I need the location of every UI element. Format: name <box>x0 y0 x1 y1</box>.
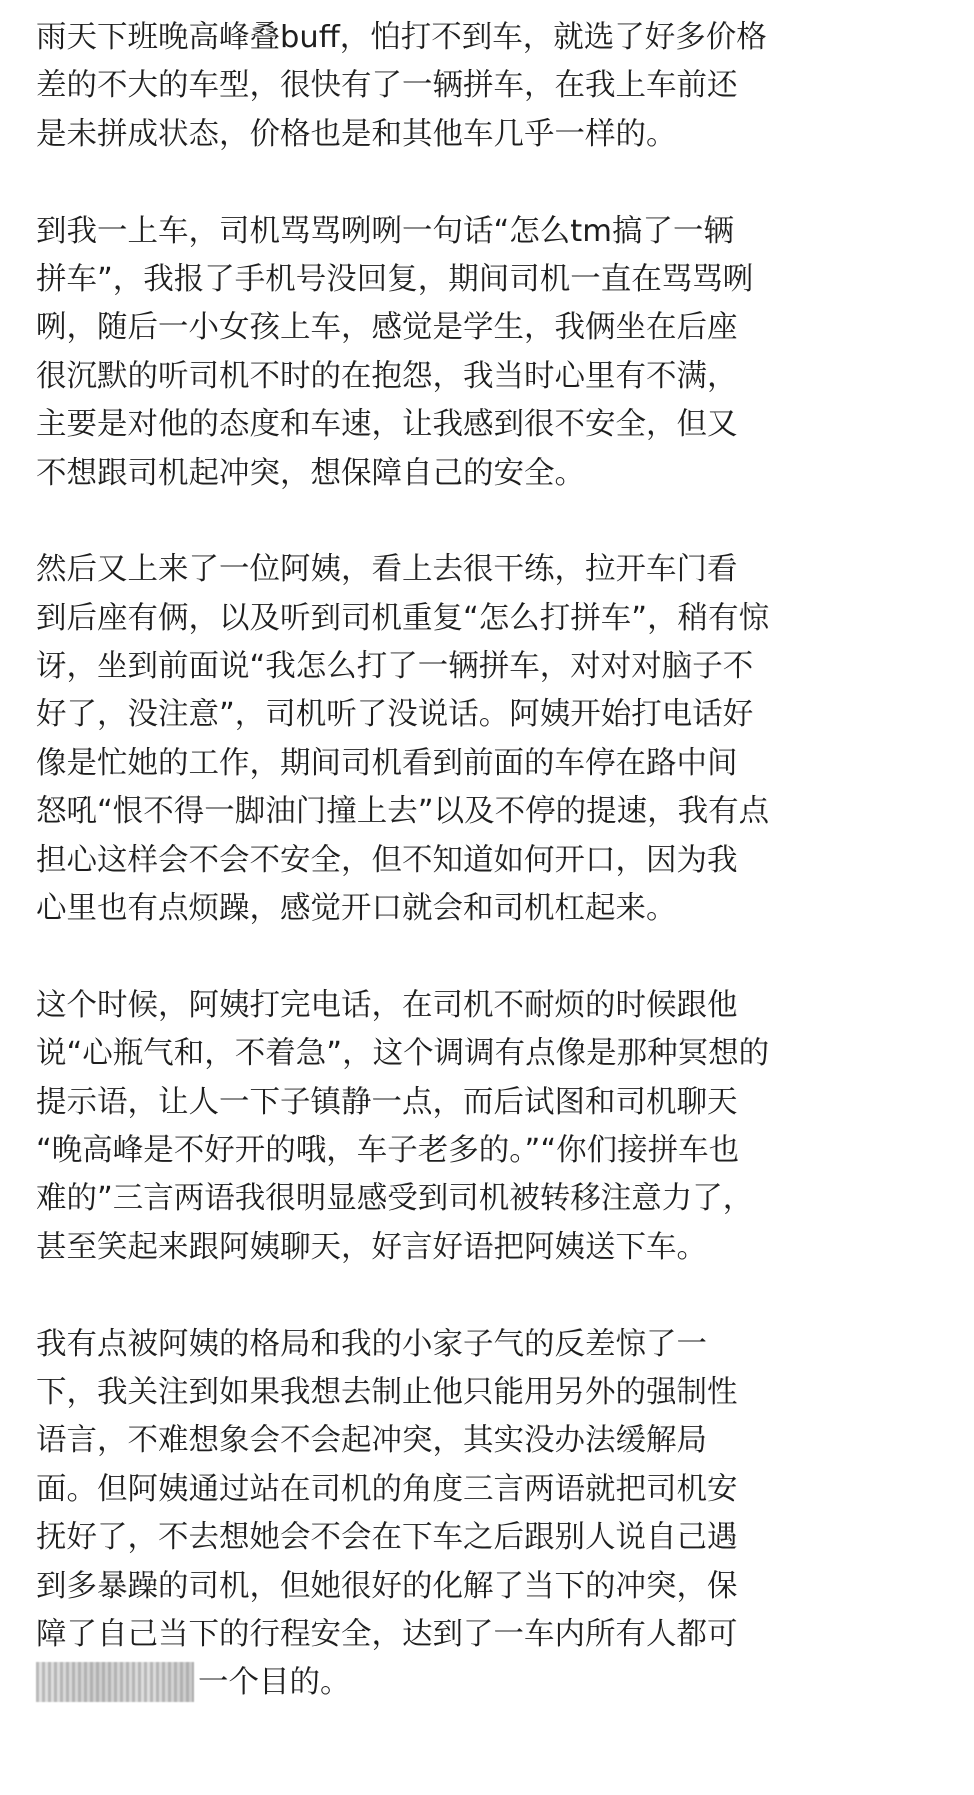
text-line: “晚高峰是不好开的哦，车子老多的。”“你们接拼车也 <box>36 1132 740 1168</box>
text-line: 很沉默的听司机不时的在抱怨，我当时心里有不满， <box>36 358 738 394</box>
text-line: 提示语，让人一下子镇静一点，而后试图和司机聊天 <box>36 1084 738 1120</box>
watermark-overlay <box>36 1662 194 1702</box>
text-line: 到多暴躁的司机，但她很好的化解了当下的冲突，保 <box>36 1568 738 1604</box>
text-line: 到后座有俩，以及听到司机重复“怎么打拼车”，稍有惊 <box>36 600 770 636</box>
text-line: 下，我关注到如果我想去制止他只能用另外的强制性 <box>36 1374 738 1410</box>
paragraph <box>36 14 974 159</box>
text-line: 是未拼成状态，价格也是和其他车几乎一样的。 <box>36 116 677 152</box>
text-line: 心里也有点烦躁，感觉开口就会和司机杠起来。 <box>36 891 677 927</box>
text-line: 抚好了，不去想她会不会在下车之后跟别人说自己遇 <box>36 1520 738 1556</box>
text-line: 咧，随后一小女孩上车，感觉是学生，我俩坐在后座 <box>36 310 738 346</box>
text-line: 说“心瓶气和，不着急”，这个调调有点像是那种冥想的 <box>36 1036 770 1072</box>
text-line: 像是忙她的工作，期间司机看到前面的车停在路中间 <box>36 745 738 781</box>
text-line-tail: 一个目的。 <box>198 1665 351 1701</box>
paragraph <box>36 1321 974 1708</box>
text-line: 障了自己当下的行程安全，达到了一车内所有人都可 <box>36 1616 738 1652</box>
text-line: 好了，没注意”，司机听了没说话。阿姨开始打电话好 <box>36 697 754 733</box>
text-line-last <box>36 1659 974 1707</box>
text-line: 怒吼“恨不得一脚油门撞上去”以及不停的提速，我有点 <box>36 794 770 830</box>
paragraph <box>36 208 974 498</box>
paragraph <box>36 982 974 1272</box>
text-line: 然后又上来了一位阿姨，看上去很干练，拉开车门看 <box>36 552 738 588</box>
text-line: 雨天下班晚高峰叠buff，怕打不到车，就选了好多价格 <box>36 20 767 55</box>
text-line: 讶，坐到前面说“我怎么打了一辆拼车，对对对脑子不 <box>36 649 754 685</box>
paragraph <box>36 546 974 933</box>
text-line: 差的不大的车型，很快有了一辆拼车，在我上车前还 <box>36 68 738 104</box>
text-line: 甚至笑起来跟阿姨聊天，好言好语把阿姨送下车。 <box>36 1229 707 1265</box>
text-line: 担心这样会不会不安全，但不知道如何开口，因为我 <box>36 842 738 878</box>
text-line: 语言，不难想象会不会起冲突，其实没办法缓解局 <box>36 1423 707 1459</box>
text-line: 我有点被阿姨的格局和我的小家子气的反差惊了一 <box>36 1326 707 1362</box>
text-line: 拼车”，我报了手机号没回复，期间司机一直在骂骂咧 <box>36 261 754 297</box>
text-line: 这个时候，阿姨打完电话，在司机不耐烦的时候跟他 <box>36 987 738 1023</box>
text-line: 到我一上车，司机骂骂咧咧一句话“怎么tm搞了一辆 <box>36 213 734 249</box>
text-line: 主要是对他的态度和车速，让我感到很不安全，但又 <box>36 407 738 443</box>
text-line: 难的”三言两语我很明显感受到司机被转移注意力了， <box>36 1181 754 1217</box>
text-line: 不想跟司机起冲突，想保障自己的安全。 <box>36 455 585 491</box>
text-line: 面。但阿姨通过站在司机的角度三言两语就把司机安 <box>36 1471 738 1507</box>
post-body <box>36 14 974 1756</box>
